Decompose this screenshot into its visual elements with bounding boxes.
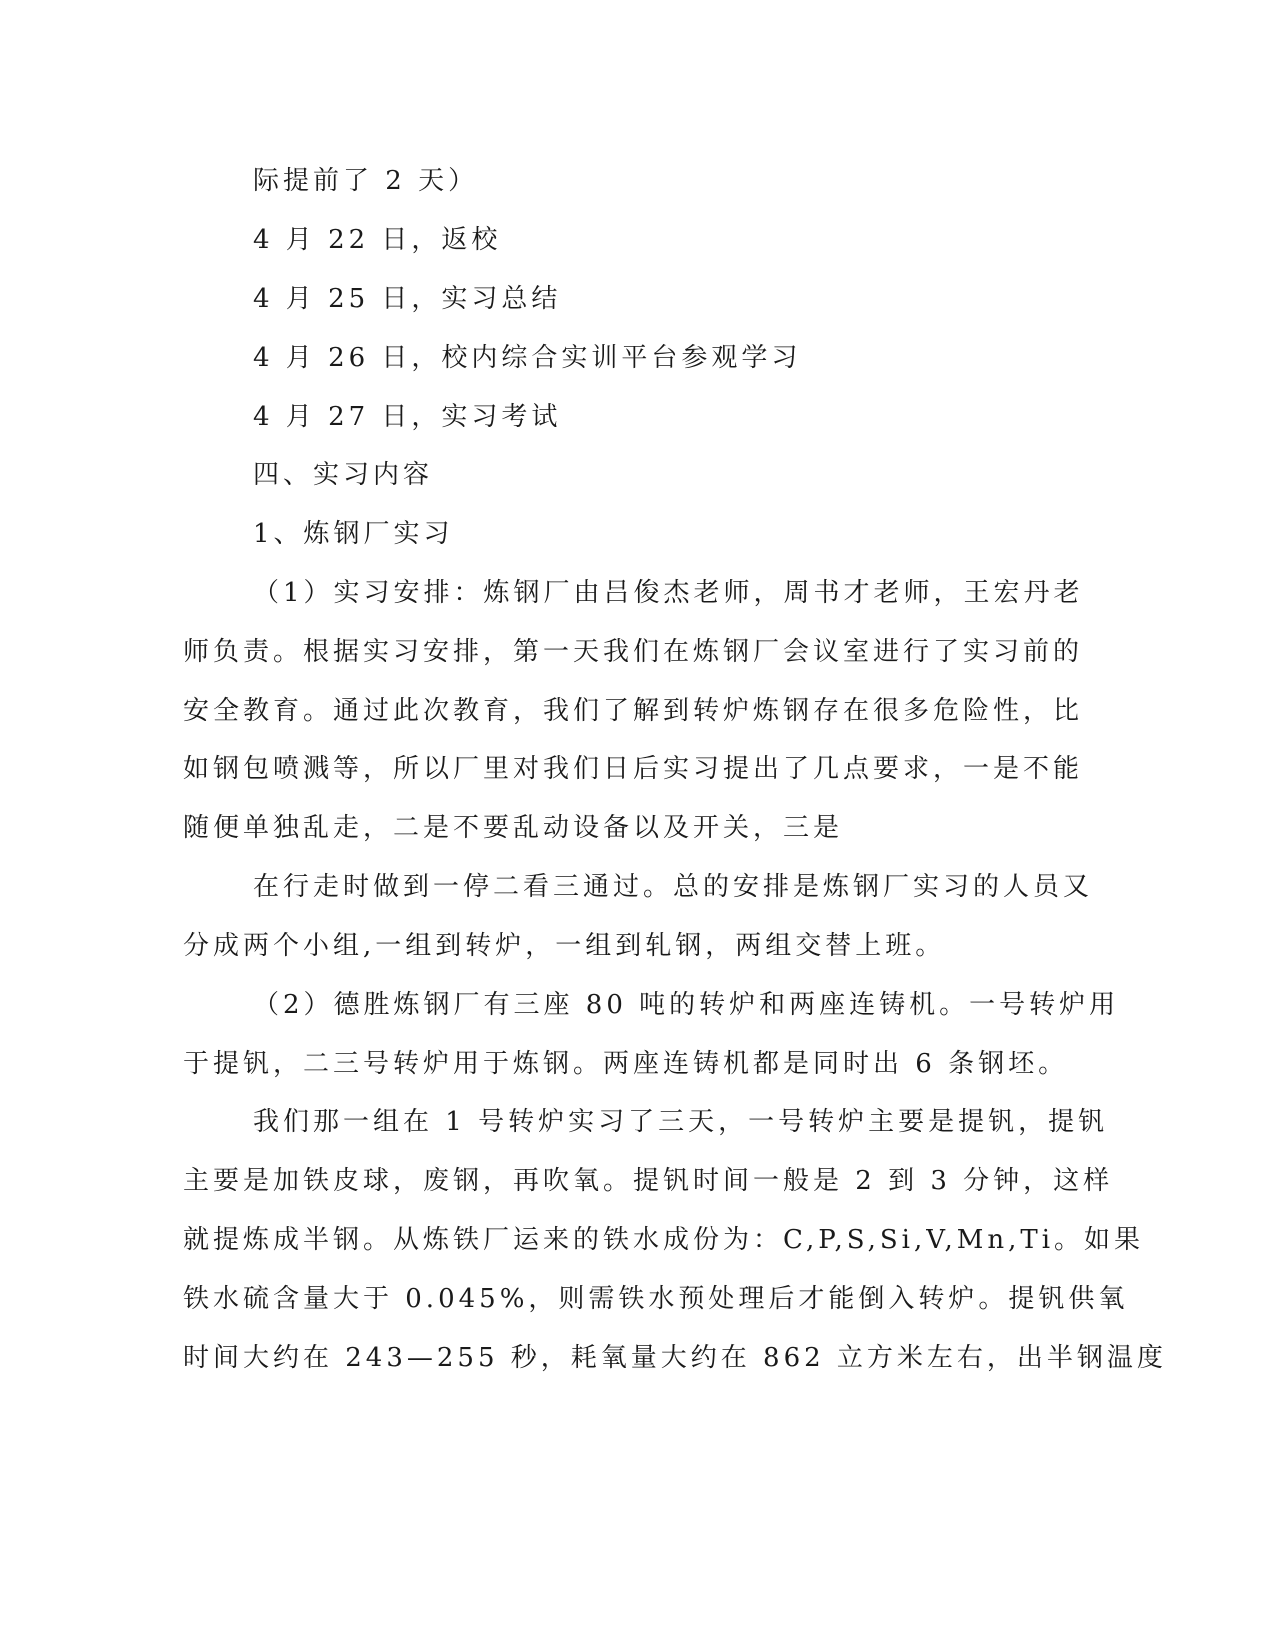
subsection-heading: 1、炼钢厂实习 bbox=[253, 519, 454, 549]
paragraph-line: 安全教育。通过此次教育，我们了解到转炉炼钢存在很多危险性，比 bbox=[183, 696, 1084, 726]
schedule-item: 4 月 26 日，校内综合实训平台参观学习 bbox=[253, 343, 802, 373]
paragraph-line: 时间大约在 243—255 秒，耗氧量大约在 862 立方米左右，出半钢温度 bbox=[183, 1343, 1167, 1373]
paragraph-line: （1）实习安排：炼钢厂由吕俊杰老师，周书才老师，王宏丹老 bbox=[253, 578, 1084, 608]
section-heading: 四、实习内容 bbox=[253, 460, 434, 490]
paragraph-line: 随便单独乱走，二是不要乱动设备以及开关，三是 bbox=[183, 813, 844, 843]
schedule-item: 4 月 22 日，返校 bbox=[253, 225, 502, 255]
paragraph-line: 师负责。根据实习安排，第一天我们在炼钢厂会议室进行了实习前的 bbox=[183, 637, 1084, 667]
paragraph-line: 在行走时做到一停二看三通过。总的安排是炼钢厂实习的人员又 bbox=[253, 872, 1094, 902]
paragraph-line: 分成两个小组,一组到转炉，一组到轧钢，两组交替上班。 bbox=[183, 931, 946, 961]
paragraph-line: 如钢包喷溅等，所以厂里对我们日后实习提出了几点要求，一是不能 bbox=[183, 754, 1084, 784]
paragraph-line: 主要是加铁皮球，废钢，再吹氧。提钒时间一般是 2 到 3 分钟，这样 bbox=[183, 1166, 1114, 1196]
paragraph-line: 铁水硫含量大于 0.045%，则需铁水预处理后才能倒入转炉。提钒供氧 bbox=[183, 1284, 1129, 1314]
paragraph-line: 于提钒，二三号转炉用于炼钢。两座连铸机都是同时出 6 条钢坯。 bbox=[183, 1049, 1069, 1079]
schedule-item: 4 月 25 日，实习总结 bbox=[253, 284, 562, 314]
schedule-item: 4 月 27 日，实习考试 bbox=[253, 402, 562, 432]
text-line: 际提前了 2 天） bbox=[253, 166, 479, 196]
paragraph-line: （2）德胜炼钢厂有三座 80 吨的转炉和两座连铸机。一号转炉用 bbox=[253, 990, 1120, 1020]
paragraph-line: 就提炼成半钢。从炼铁厂运来的铁水成份为：C,P,S,Si,V,Mn,Ti。如果 bbox=[183, 1225, 1145, 1255]
paragraph-line: 我们那一组在 1 号转炉实习了三天，一号转炉主要是提钒，提钒 bbox=[253, 1107, 1109, 1137]
